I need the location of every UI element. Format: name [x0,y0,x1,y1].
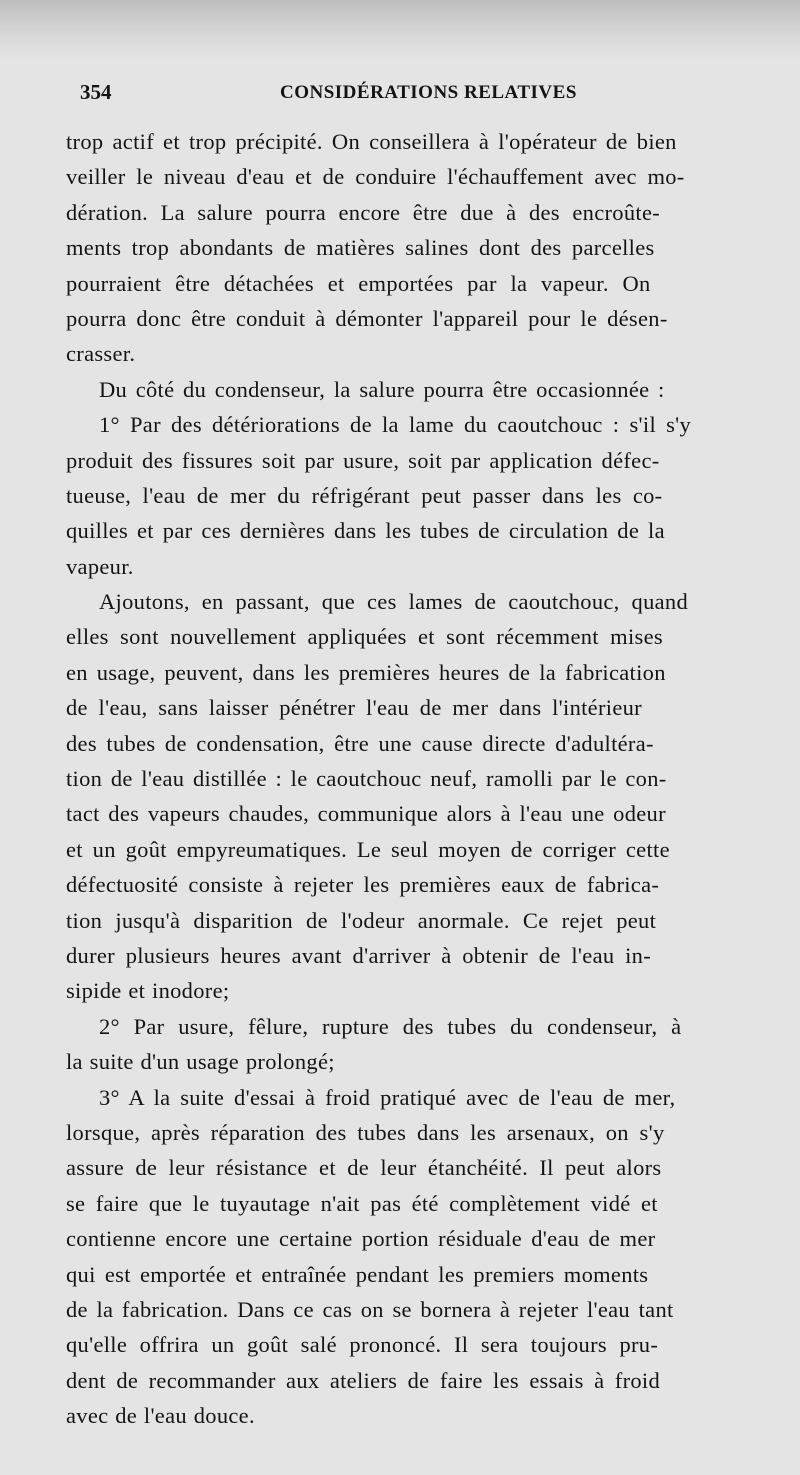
text-line: elles sont nouvellement appliquées et sont récemment mises [66,624,663,650]
text-line: vapeur. [66,553,134,579]
text-line: Ajoutons, en passant, que ces lames de caoutchouc, quand [99,589,689,615]
text-line: quilles et par ces dernières dans les tubes de circulation de la [66,518,665,544]
text-line: dent de recommander aux ateliers de faire les essais à froid [66,1367,661,1393]
text-line: des tubes de condensation, être une cause directe d'adultéra- [66,730,654,756]
text-line: qu'elle offrira un goût salé prononcé. Il sera toujours pru- [66,1332,659,1358]
text-line: et un goût empyreumatiques. Le seul moyen de corriger cette [66,836,670,862]
text-line: lorsque, après réparation des tubes dans les arsenaux, on s'y [66,1119,665,1145]
text-line: contienne encore une certaine portion résiduale d'eau de mer [66,1226,656,1252]
text-line: 2° Par usure, fêlure, rupture des tubes du condenseur, à [99,1013,682,1039]
text-line: tion de l'eau distillée : le caoutchouc neuf, ramolli par le con- [66,766,667,792]
text-line: de l'eau, sans laisser pénétrer l'eau de mer dans l'intérieur [66,695,642,721]
text-line: tion jusqu'à disparition de l'odeur anormale. Ce rejet peut [66,907,657,933]
text-line: sipide et inodore; [66,978,230,1004]
text-line: trop actif et trop précipité. On conseillera à l'opérateur de bien [66,129,677,154]
text-line: la suite d'un usage prolongé; [66,1049,335,1075]
text-line: durer plusieurs heures avant d'arriver à obtenir de l'eau in- [66,942,652,968]
text-line: avec de l'eau douce. [66,1403,255,1429]
text-line: 3° A la suite d'essai à froid pratiqué avec de l'eau de mer, [99,1084,676,1110]
text-line: pourra donc être conduit à démonter l'appareil pour le désen- [66,305,668,331]
text-line: qui est emportée et entraînée pendant les premiers moments [66,1261,649,1287]
text-line: défectuosité consiste à rejeter les premières eaux de fabrica- [66,872,660,898]
text-line: se faire que le tuyautage n'ait pas été complètement vidé et [66,1190,658,1216]
text-line: pourraient être détachées et emportées par la vapeur. On [66,270,651,296]
text-line: Du côté du condenseur, la salure pourra être occasionnée : [99,376,665,402]
text-line: assure de leur résistance et de leur étanchéité. Il peut alors [66,1155,662,1181]
text-line: ments trop abondants de matières salines dont des parcelles [66,235,655,261]
body-text [66,124,786,1433]
text-line: de la fabrication. Dans ce cas on se bornera à rejeter l'eau tant [66,1296,674,1322]
running-title: CONSIDÉRATIONS RELATIVES [280,82,577,103]
text-line: tueuse, l'eau de mer du réfrigérant peut passer dans les co- [66,482,663,508]
text-line: veiller le niveau d'eau et de conduire l'échauffement avec mo- [66,164,685,190]
text-line: crasser. [66,341,136,367]
text-line: tact des vapeurs chaudes, communique alors à l'eau une odeur [66,801,666,827]
text-line: en usage, peuvent, dans les premières heures de la fabrication [66,659,666,685]
page-number: 354 [80,80,112,104]
text-line: produit des fissures soit par usure, soit par application défec- [66,447,660,473]
text-line: dération. La salure pourra encore être due à des encroûte- [66,199,661,225]
page-header [80,80,600,110]
text-line: 1° Par des détériorations de la lame du caoutchouc : s'il s'y [99,412,692,438]
